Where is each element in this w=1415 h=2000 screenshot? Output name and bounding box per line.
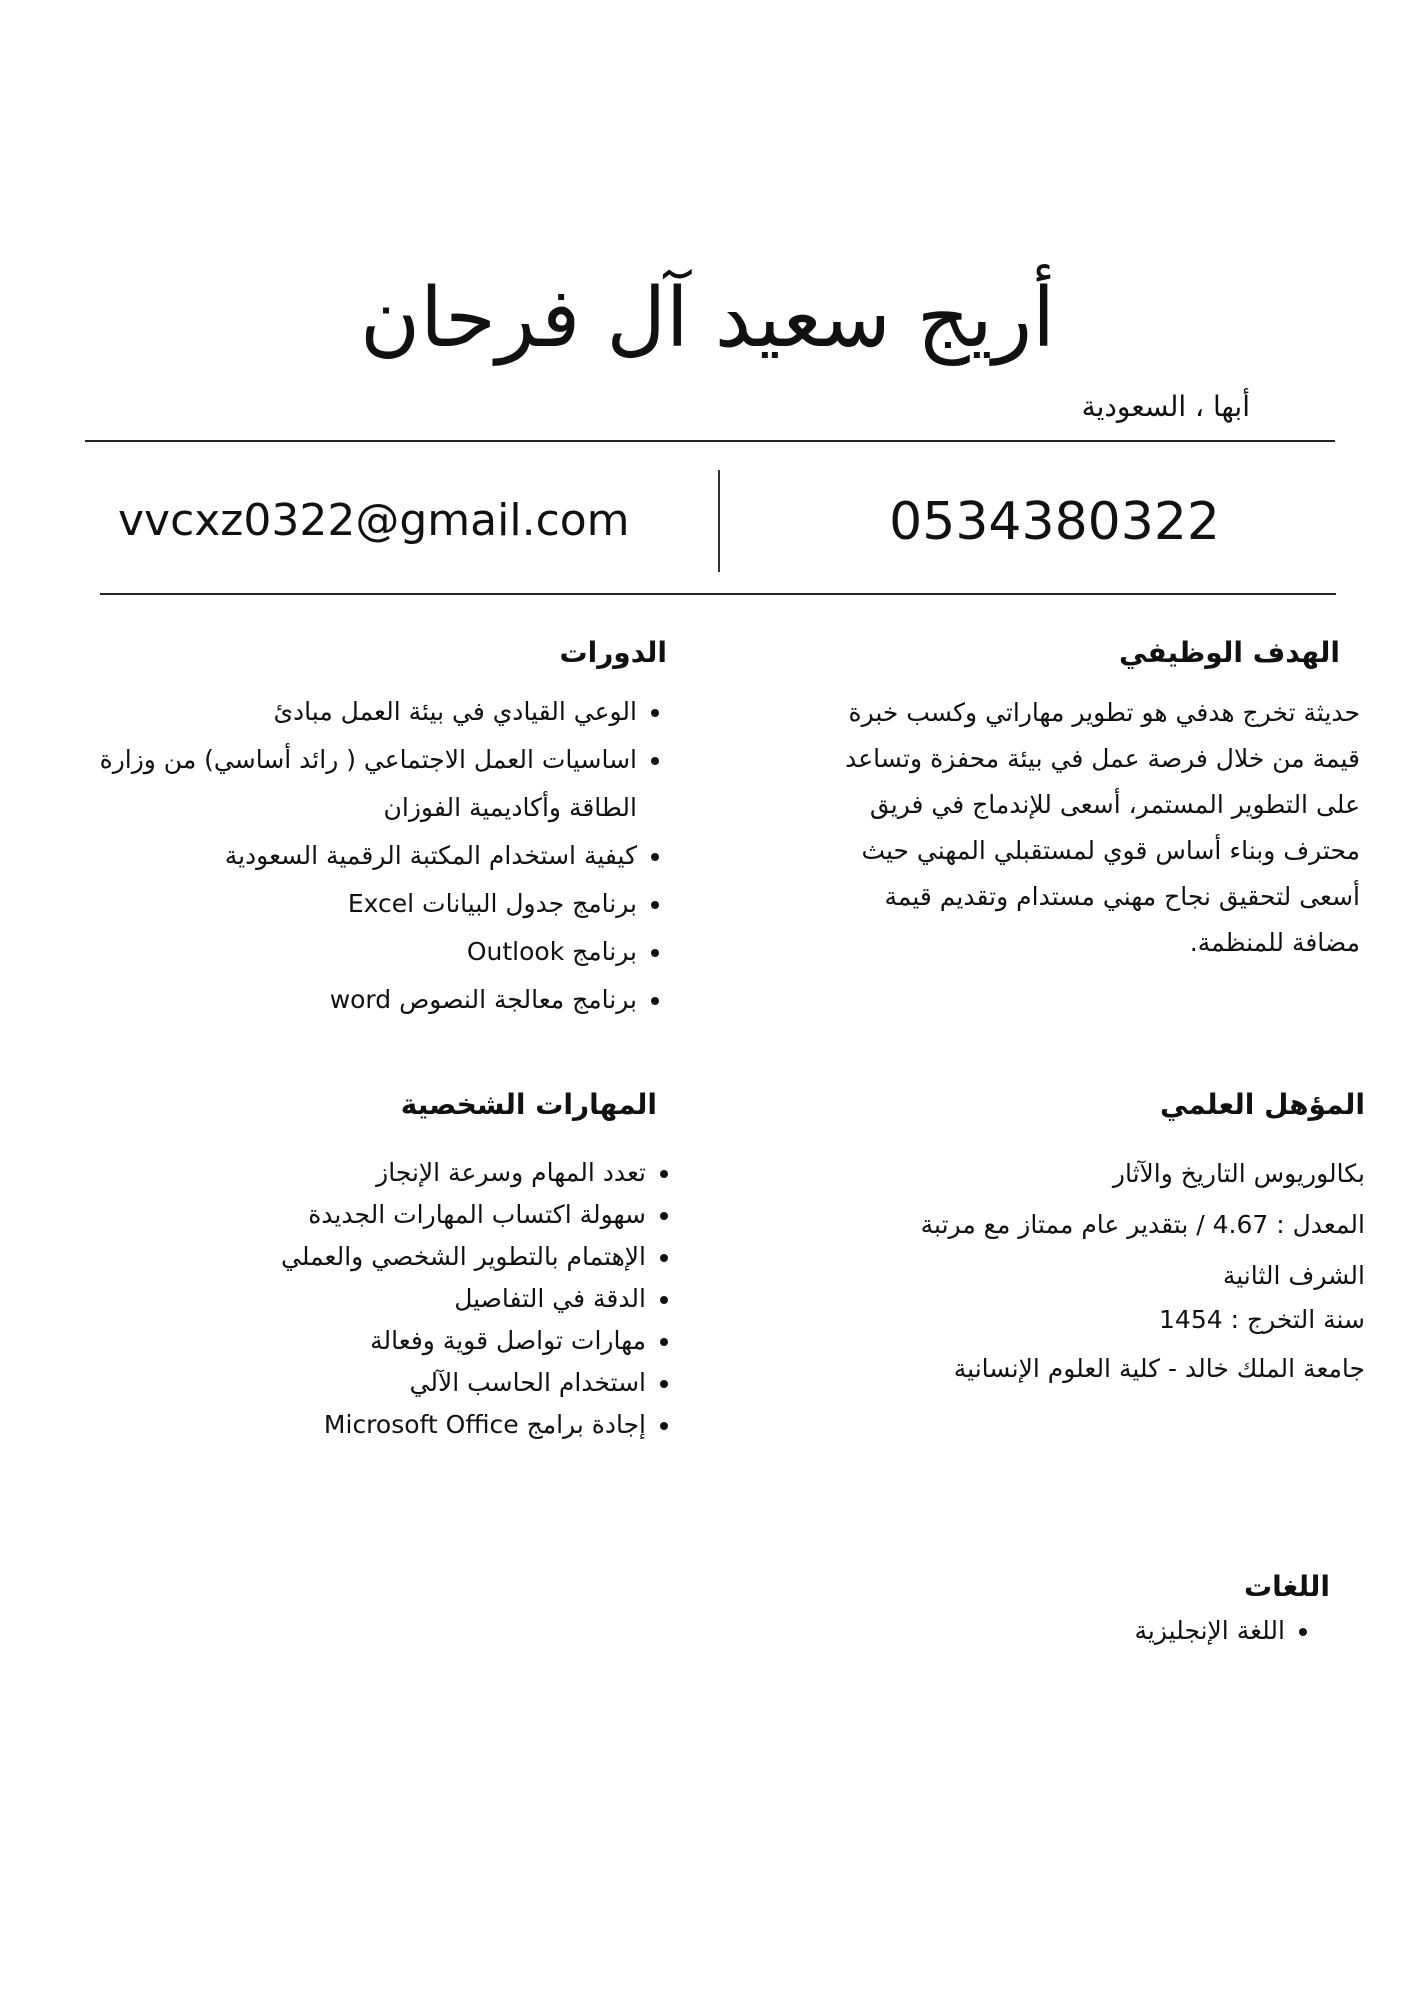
- skill-item: • تعدد المهام وسرعة الإنجاز: [86, 1152, 646, 1194]
- education-heading: المؤهل العلمي: [1159, 1088, 1365, 1121]
- skill-item: • الدقة في التفاصيل: [86, 1278, 646, 1320]
- objective-line: على التطوير المستمر، أسعى للإندماج في فريق: [869, 790, 1360, 819]
- objective-line: محترف وبناء أساس قوي لمستقبلي المهني حيث: [861, 836, 1360, 865]
- course-item: • الوعي القيادي في بيئة العمل مبادئ: [67, 688, 637, 736]
- contact-divider: [718, 470, 720, 572]
- skills-list: [86, 1152, 660, 1446]
- language-item: • اللغة الإنجليزية: [885, 1610, 1285, 1652]
- course-item: • برنامج جدول البيانات Excel: [67, 880, 637, 928]
- skill-item: • استخدام الحاسب الآلي: [86, 1362, 646, 1404]
- skill-item: • سهولة اكتساب المهارات الجديدة: [86, 1194, 646, 1236]
- education-line: سنة التخرج : 1454: [1159, 1305, 1365, 1334]
- courses-list: [67, 688, 667, 1024]
- location: أبها ، السعودية: [1081, 390, 1250, 423]
- objective-line: حديثة تخرج هدفي هو تطوير مهاراتي وكسب خبرة: [848, 698, 1360, 727]
- objective-line: مضافة للمنظمة.: [1189, 928, 1360, 957]
- email-address: vvcxz0322@gmail.com: [118, 495, 630, 546]
- education-line: جامعة الملك خالد - كلية العلوم الإنسانية: [953, 1354, 1365, 1383]
- education-details: [805, 1148, 1365, 1399]
- skill-item: • الإهتمام بالتطوير الشخصي والعملي: [86, 1236, 646, 1278]
- course-item: • برنامج معالجة النصوص word: [67, 976, 637, 1024]
- skill-item: • إجادة برامج Microsoft Office: [86, 1404, 646, 1446]
- objective-heading: الهدف الوظيفي: [1119, 636, 1340, 669]
- phone-number: 0534380322: [889, 492, 1220, 552]
- skill-item: • مهارات تواصل قوية وفعالة: [86, 1320, 646, 1362]
- course-item: • كيفية استخدام المكتبة الرقمية السعودية: [67, 832, 637, 880]
- candidate-name: أريج سعيد آل فرحان: [359, 271, 1056, 366]
- course-item: • برنامج Outlook: [67, 928, 637, 976]
- education-line: الشرف الثانية: [1222, 1261, 1365, 1290]
- languages-heading: اللغات: [1244, 1570, 1330, 1603]
- objective-line: أسعى لتحقيق نجاح مهني مستدام وتقديم قيمة: [884, 882, 1360, 911]
- divider-top: [85, 440, 1335, 442]
- education-line: المعدل : 4.67 / بتقدير عام ممتاز مع مرتبة: [920, 1210, 1365, 1239]
- divider-bottom: [100, 593, 1336, 595]
- course-item: • اساسيات العمل الاجتماعي ( رائد أساسي) من وزارة الطاقة وأكاديمية الفوزان: [67, 736, 637, 832]
- courses-heading: الدورات: [559, 636, 667, 669]
- objective-line: قيمة من خلال فرصة عمل في بيئة محفزة وتساعد: [845, 744, 1360, 773]
- skills-heading: المهارات الشخصية: [400, 1088, 657, 1121]
- education-line: بكالوريوس التاريخ والآثار: [1112, 1159, 1365, 1188]
- objective-text: [820, 690, 1360, 966]
- languages-list: [885, 1610, 1315, 1652]
